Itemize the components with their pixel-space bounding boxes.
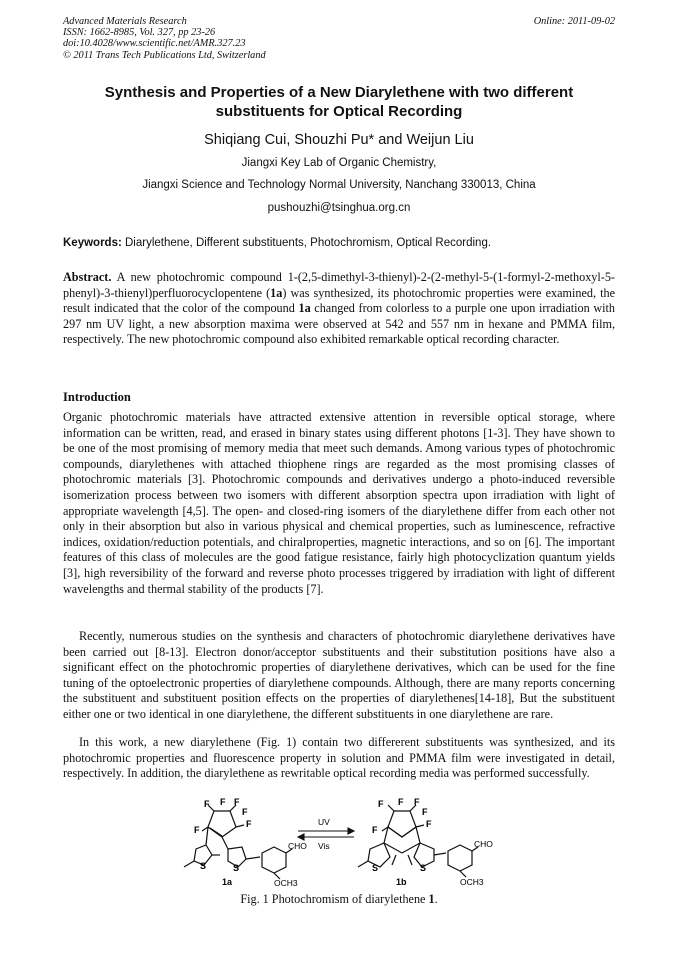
abstract-text-a: A new photochromic compound 1-(2,5-dimethyl-3-thienyl)-2-(2-methyl-5-(1-formyl-2-methoxyl-5-phenyl)-3-thienyl)perfluorocyclopentene ( xyxy=(63,270,615,300)
author-email[interactable]: pushouzhi@tsinghua.org.cn xyxy=(267,202,411,214)
figure-1-photochromism-scheme xyxy=(170,797,510,893)
fluorine-label: F xyxy=(246,819,252,829)
vis-label: Vis xyxy=(318,841,330,851)
fluorine-label: F xyxy=(414,797,420,807)
abstract-label: Abstract. xyxy=(63,270,112,284)
online-date: Online: 2011-09-02 xyxy=(533,16,615,27)
title-line-2: substituents for Optical Recording xyxy=(215,102,463,120)
section-heading-introduction: Introduction xyxy=(63,390,131,404)
fluorine-label: F xyxy=(234,797,240,807)
compound-label-1a: 1a xyxy=(222,877,233,887)
paper-title xyxy=(63,84,615,121)
fluorine-label: F xyxy=(378,799,384,809)
fluorine-label: F xyxy=(372,825,378,835)
sulfur-label: S xyxy=(420,863,427,873)
fluorine-label: F xyxy=(422,807,428,817)
compound-ref-1: 1a xyxy=(270,285,283,300)
fluorine-label: F xyxy=(220,797,226,807)
issn-line: ISSN: 1662-8985, Vol. 327, pp 23-26 xyxy=(63,27,216,39)
caption-text: Fig. 1 Photochromism of diarylethene xyxy=(240,892,429,906)
sulfur-label: S xyxy=(233,863,240,873)
uv-label: UV xyxy=(318,817,330,827)
fluorine-label: F xyxy=(426,819,432,829)
journal-name: Advanced Materials Research xyxy=(63,16,187,27)
keywords-label: Keywords: xyxy=(63,237,122,249)
methoxy-label: OCH3 xyxy=(460,877,484,887)
caption-compound: 1 xyxy=(428,892,435,906)
title-line-1: Synthesis and Properties of a New Diarylethene with two different xyxy=(104,84,574,101)
equilibrium-arrows xyxy=(298,828,354,840)
abstract xyxy=(63,270,615,348)
methoxy-label: OCH3 xyxy=(274,878,298,888)
intro-paragraph-1: Organic photochromic materials have attracted extensive attention in reversible optical storage, where information can be written, read, and erased in binary states using different photons [1-3]. They have shown to be one of the most promising of memory media that meet such demands. Among various types of photochromic compounds, diarylethenes with attached thiophene rings are regarded as the most promising classes of photochromic materials [3]. Photochromic compounds and derivatives undergo a photo-induced reversible isomerization process between two isomers with different absorption spectra upon irradiation with light of appropriate wavelength [4,5]. The open- and closed-ring isomers of the diarylethene differ from each other not only in their absorption but also in various physical and chemical properties, such as luminescence, refractive indices, oxidation/reduction potentials, and chiralproperties, magnetic interactions, and so on [6]. The important features of this class of molecules are the good fatigue resistance, fairly high photocyclization quantum yields [3], high reversibility of the forward and reverse photo processes triggered by irradiation with light of different wavelengths and thermal stability of the products [7]. xyxy=(63,410,615,596)
intro-paragraph-2: Recently, numerous studies on the synthesis and characters of photochromic diarylethene derivatives have been carried out [8-13]. Electron donor/acceptor substituents and their substitution positions have also a significant effect on the photochromic properties of diarylethene derivatives, which can be used for the fine tuning of the optoelectronic properties of diarylethene compounds. Although, there are many reports concerning the substituent and substituent position effects on the properties of diarylethenes[14-18], But the substituent either one or two identical in one diarylethene, the different substituents in one diarylethene are rare. xyxy=(63,629,615,721)
formyl-label: CHO xyxy=(474,839,493,849)
compound-label-1b: 1b xyxy=(396,877,407,887)
sulfur-label: S xyxy=(372,863,379,873)
copyright-line: © 2011 Trans Tech Publications Ltd, Switzerland xyxy=(63,49,266,61)
formyl-label: CHO xyxy=(288,841,307,851)
journal-header xyxy=(63,16,266,61)
sulfur-label: S xyxy=(200,861,207,871)
fluorine-label: F xyxy=(242,807,248,817)
fluorine-label: F xyxy=(204,799,210,809)
abstract-text-b: ) was synthesized, its photochromic properties were examined, the result indicated that the color of the compound xyxy=(63,285,615,316)
compound-ref-2: 1a xyxy=(298,301,311,316)
doi-line: doi:10.4028/www.scientific.net/AMR.327.23 xyxy=(63,38,246,50)
abstract-text-c: changed from colorless to a purple one upon irradiation with 297 nm UV light, a new absorption maxima were observed at 542 and 557 nm in hexane and PMMA film, respectively. The new photochromic compound also exhibited remarkable optical recording character. xyxy=(63,301,615,347)
keywords-list: Diarylethene, Different substituents, Photochromism, Optical Recording. xyxy=(121,237,492,249)
affiliation-line-2: Jiangxi Science and Technology Normal University, Nanchang 330013, China xyxy=(142,179,536,191)
fluorine-label: F xyxy=(398,797,404,807)
figure-1-caption xyxy=(63,892,615,907)
affiliation-line-1: Jiangxi Key Lab of Organic Chemistry, xyxy=(241,157,437,169)
keywords xyxy=(63,237,615,249)
intro-paragraph-3: In this work, a new diarylethene (Fig. 1) contain two differerent substituents was synthesized, and its photochromic properties and fluorescence property in solution and PMMA film were investigated in detail, respectively. In addition, the diarylethene as rewritable optical recording media was performed successfully. xyxy=(63,735,615,781)
authors: Shiqiang Cui, Shouzhi Pu* and Weijun Liu xyxy=(204,132,474,148)
fluorine-label: F xyxy=(194,825,200,835)
caption-end: . xyxy=(434,892,438,906)
